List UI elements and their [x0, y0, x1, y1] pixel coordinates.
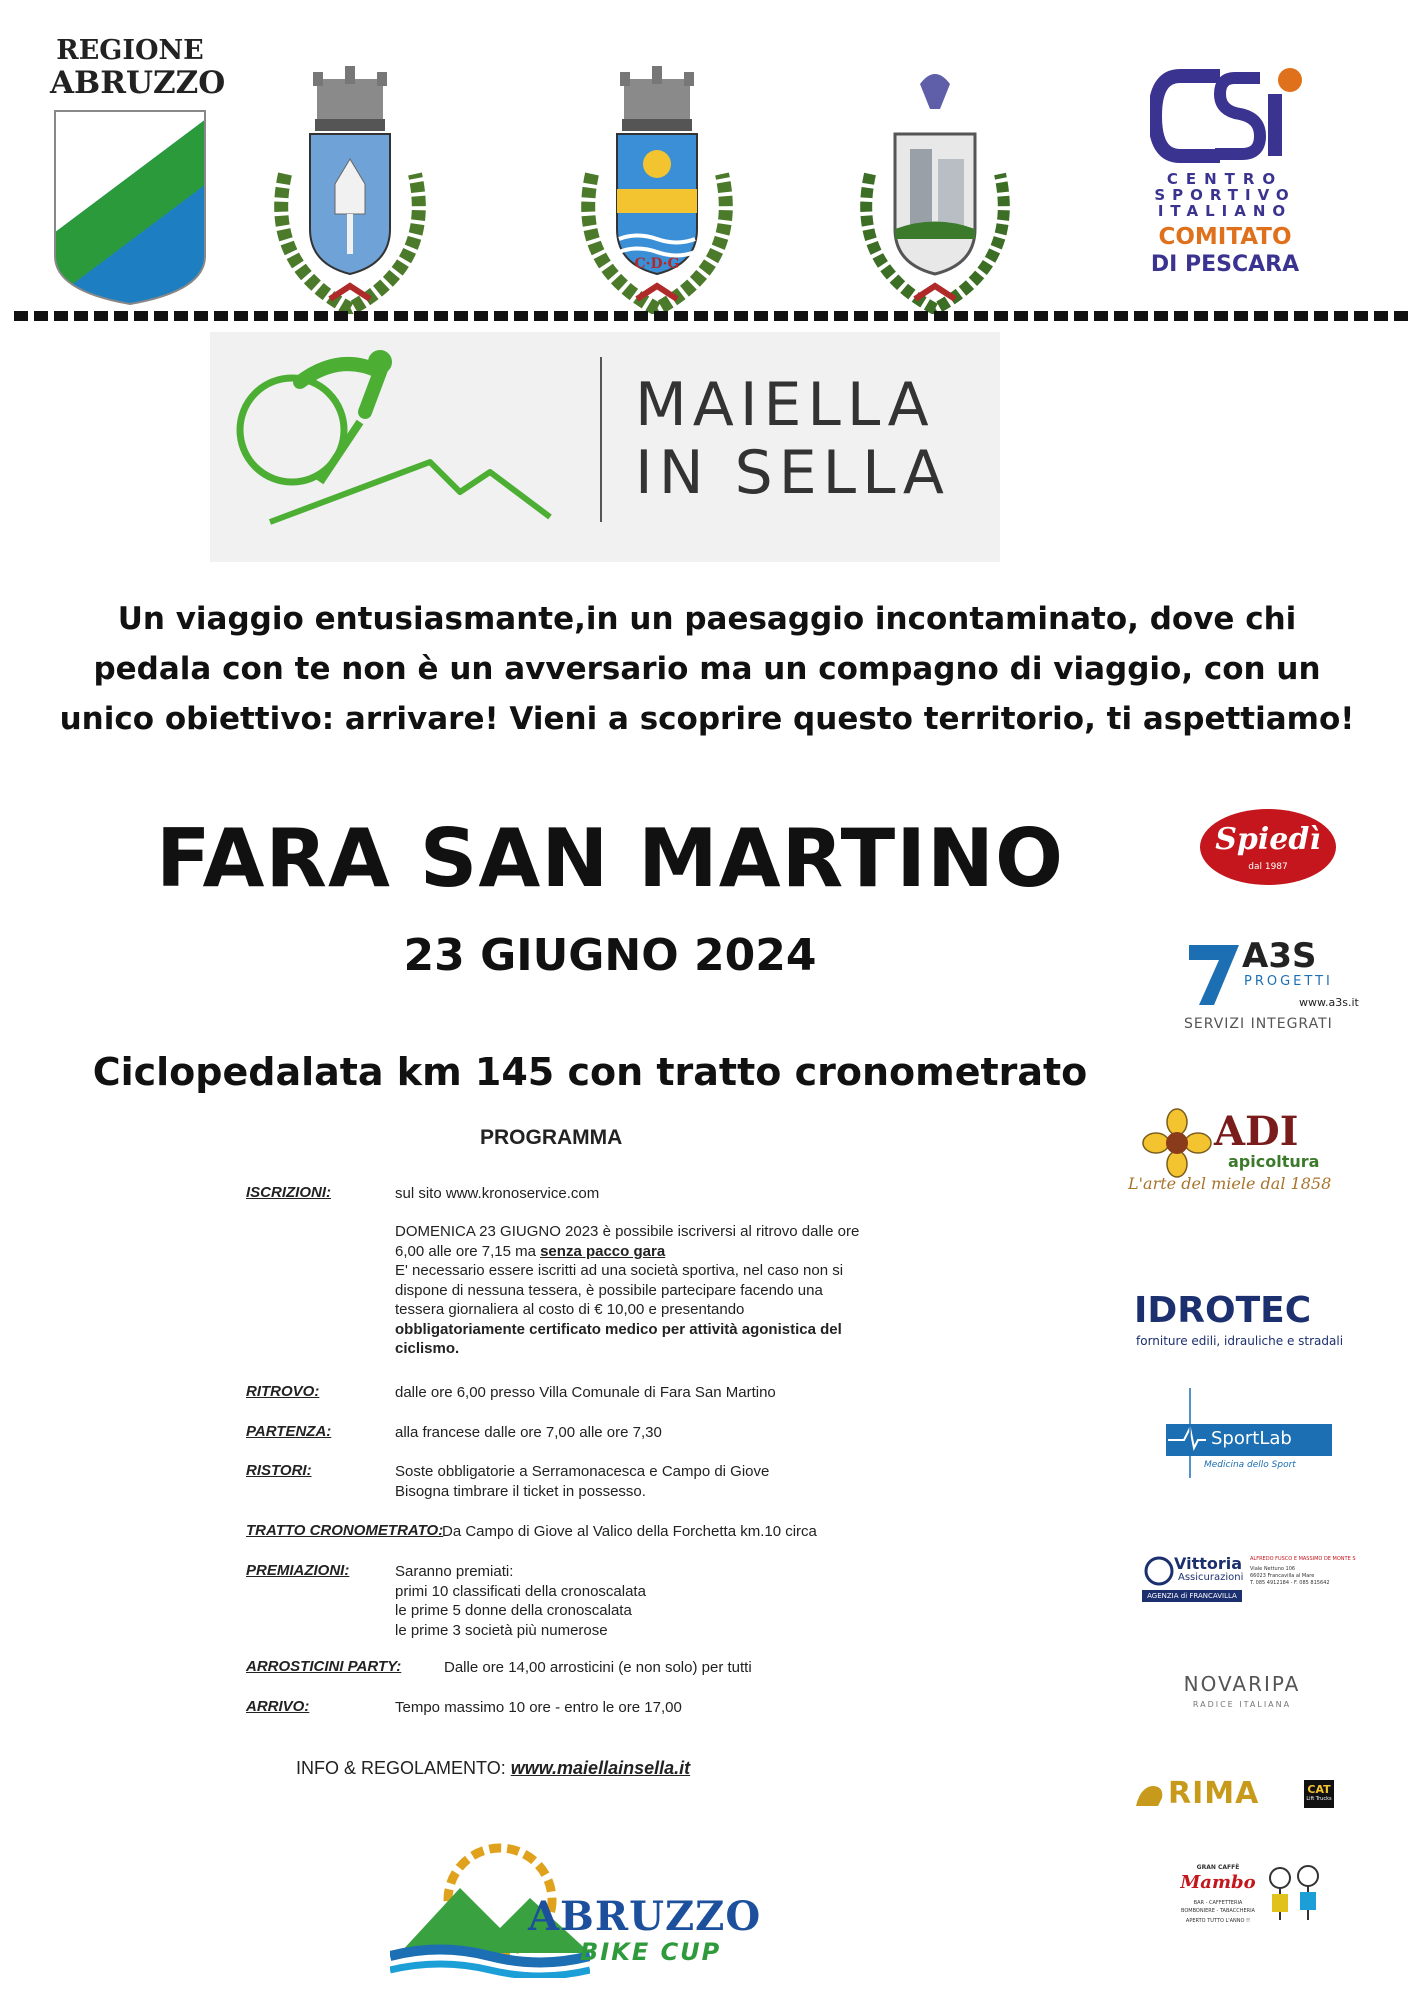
iscrizioni-line-3b: senza pacco gara — [540, 1242, 666, 1260]
csi-line3: ITALIANO — [1157, 202, 1293, 220]
partenza-label: PARTENZA: — [246, 1423, 332, 1440]
premiazioni-line-4: le prime 3 società più numerose — [395, 1621, 608, 1639]
iscrizioni-line-3 — [395, 1242, 859, 1262]
abruzzo-bike-cup-logo — [390, 1838, 770, 1988]
novaripa-tag: RADICE ITALIANA — [1192, 1700, 1292, 1709]
adi-sub: apicoltura — [1228, 1152, 1320, 1171]
cat-name: CAT — [1307, 1783, 1331, 1796]
iscrizioni-text — [395, 1184, 599, 1204]
vittoria-sub: Assicurazioni — [1178, 1572, 1244, 1583]
ristori-line-2: Bisogna timbrare il ticket in possesso. — [395, 1482, 646, 1500]
a3s-tag: SERVIZI INTEGRATI — [1184, 1016, 1333, 1032]
vittoria-addr2: 66023 Francavilla al Mare — [1250, 1573, 1315, 1579]
iscrizioni-label: ISCRIZIONI: — [246, 1184, 331, 1201]
intro-text — [10, 594, 1404, 744]
csi-mark-icon — [1150, 66, 1310, 166]
idrotec-name: IDROTEC — [1134, 1290, 1312, 1331]
ritrovo-text: dalle ore 6,00 presso Villa Comunale di Fara San Martino — [395, 1384, 776, 1401]
sponsor-adi — [1128, 1108, 1338, 1198]
comune-crest-1 — [255, 64, 445, 314]
mambo-line1: BAR - CAFFETTERIA — [1193, 1900, 1243, 1906]
adi-name: ADI — [1214, 1108, 1299, 1155]
regione-label: REGIONE — [56, 35, 204, 66]
comune-crest-2 — [562, 64, 752, 314]
iscrizioni-line-1: sul sito www.kronoservice.com — [395, 1185, 600, 1202]
adi-tag: L'arte del miele dal 1858 — [1128, 1174, 1332, 1193]
lion-icon — [1134, 1780, 1166, 1810]
banner-line2: IN SELLA — [635, 438, 950, 508]
event-title: FARA SAN MARTINO — [156, 812, 1064, 905]
comune-crest-3 — [840, 64, 1030, 314]
premiazioni-line-1: Saranno premiati: — [395, 1563, 514, 1580]
iscrizioni-line-4: E' necessario essere iscritti ad una società sportiva, nel caso non si — [395, 1262, 844, 1279]
csi-line1: CENTRO — [1166, 170, 1284, 188]
ristori-text — [395, 1462, 769, 1501]
csi-logo — [1140, 66, 1310, 296]
abruzzo-label: ABRUZZO — [50, 65, 226, 101]
cartoon-characters-icon — [1260, 1860, 1330, 1940]
csi-line4: COMITATO — [1158, 224, 1292, 250]
mambo-line3: APERTO TUTTO L'ANNO !! — [1185, 1918, 1251, 1924]
csi-line2: SPORTIVO — [1154, 186, 1296, 204]
vittoria-addr1: Viale Nettuno 106 — [1250, 1566, 1296, 1572]
crest-sun-icon — [562, 64, 752, 314]
tratto-label: TRATTO CRONOMETRATO: — [246, 1522, 444, 1539]
cyclist-mountain-icon — [230, 342, 560, 542]
sponsor-sportlab — [1166, 1388, 1336, 1478]
event-subtitle: Ciclopedalata km 145 con tratto cronometrato — [92, 1050, 1088, 1094]
sponsor-vittoria — [1142, 1554, 1364, 1610]
mambo-top: GRAN CAFFÈ — [1196, 1864, 1240, 1871]
intro-line-3: unico obiettivo: arrivare! Vieni a scoprire questo territorio, ti aspettiamo! — [59, 701, 1355, 737]
sportlab-tag: Medicina dello Sport — [1204, 1460, 1296, 1470]
arrosticini-label: ARROSTICINI PARTY: — [246, 1658, 402, 1675]
iscrizioni-details — [395, 1222, 859, 1359]
crest-tower-icon — [840, 64, 1030, 314]
flower-icon — [1142, 1108, 1212, 1178]
premiazioni-line-2: primi 10 classificati della cronoscalata — [395, 1582, 646, 1600]
ristori-label: RISTORI: — [246, 1462, 312, 1479]
iscrizioni-line-3a: 6,00 alle ore 7,15 ma — [395, 1242, 541, 1260]
a3s-name: A3S — [1242, 936, 1317, 976]
regione-shield-icon — [50, 106, 210, 306]
vittoria-name: Vittoria — [1174, 1554, 1243, 1573]
arrivo-text: Tempo massimo 10 ore - entro le ore 17,00 — [395, 1699, 682, 1716]
bike-cup-line2: BIKE CUP — [580, 1938, 722, 1966]
sportlab-name: SportLab — [1211, 1428, 1292, 1449]
arrosticini-text: Dalle ore 14,00 arrosticini (e non solo) per tutti — [444, 1659, 752, 1676]
info-regolamento — [296, 1758, 690, 1779]
ristori-line-1: Soste obbligatorie a Serramonacesca e Campo di Giove — [395, 1463, 770, 1480]
cat-sub: Lift Trucks — [1306, 1796, 1332, 1802]
iscrizioni-line-7: obbligatoriamente certificato medico per attività agonistica del — [395, 1320, 842, 1338]
vittoria-mark-icon — [1144, 1556, 1174, 1586]
crest-monogram: C·D·G — [634, 256, 680, 272]
iscrizioni-line-8: ciclismo. — [395, 1340, 460, 1357]
spiedi-name: Spiedì — [1215, 822, 1321, 857]
arrivo-label: ARRIVO: — [246, 1698, 310, 1715]
sponsor-rima — [1134, 1776, 1356, 1816]
event-date: 23 GIUGNO 2024 — [403, 930, 817, 981]
iscrizioni-line-6: tessera giornaliera al costo di € 10,00 e presentando — [395, 1301, 745, 1318]
vittoria-agency: AGENZIA di FRANCAVILLA — [1142, 1590, 1242, 1602]
spiedi-since: dal 1987 — [1248, 862, 1288, 872]
info-link[interactable]: www.maiellainsella.it — [510, 1758, 691, 1778]
sponsor-mambo — [1178, 1860, 1332, 1946]
premiazioni-line-3: le prime 5 donne della cronoscalata — [395, 1602, 632, 1619]
cat-logo — [1304, 1780, 1334, 1808]
a3s-sub: PROGETTI — [1244, 974, 1333, 989]
premiazioni-text — [395, 1562, 646, 1640]
intro-line-2: pedala con te non è un avversario ma un compagno di viaggio, con un — [93, 651, 1321, 687]
banner-line1: MAIELLA — [635, 370, 935, 440]
mambo-line2: BOMBONIERE - TABACCHERIA — [1181, 1908, 1255, 1914]
sponsor-idrotec — [1134, 1290, 1364, 1350]
vittoria-people: ALFREDO FUSCO E MASSIMO DE MONTE S — [1250, 1556, 1356, 1562]
premiazioni-label: PREMIAZIONI: — [246, 1562, 350, 1579]
csi-line5: DI PESCARA — [1150, 252, 1300, 277]
iscrizioni-line-5: dispone di nessuna tessera, è possibile partecipare facendo una — [395, 1281, 823, 1299]
sponsor-a3s — [1184, 936, 1362, 1040]
a3s-url: www.a3s.it — [1299, 996, 1359, 1009]
info-label: INFO & REGOLAMENTO: — [296, 1758, 511, 1778]
regione-abruzzo-logo — [50, 35, 226, 306]
bike-cup-line1: ABRUZZO — [528, 1893, 762, 1940]
rima-name: RIMA — [1168, 1776, 1260, 1811]
programma-title: PROGRAMMA — [480, 1126, 623, 1149]
idrotec-tag: forniture edili, idrauliche e stradali — [1136, 1334, 1344, 1348]
mambo-name: Mambo — [1180, 1872, 1256, 1893]
sponsor-novaripa — [1162, 1672, 1322, 1712]
partenza-text: alla francese dalle ore 7,00 alle ore 7,30 — [395, 1424, 662, 1441]
vittoria-addr3: T. 085 4912184 - F. 085 815642 — [1250, 1580, 1330, 1586]
header-divider — [14, 311, 1410, 321]
novaripa-name: NOVARIPA — [1183, 1672, 1301, 1696]
a3s-mark-icon — [1184, 940, 1244, 1010]
ritrovo-label: RITROVO: — [246, 1383, 320, 1400]
tratto-text: Da Campo di Giove al Valico della Forchetta km.10 circa — [442, 1523, 817, 1540]
crest-bishop-icon — [255, 64, 445, 314]
banner-separator — [600, 357, 602, 522]
sponsor-spiedi — [1197, 802, 1339, 892]
iscrizioni-line-2: DOMENICA 23 GIUGNO 2023 è possibile iscriversi al ritrovo dalle ore — [395, 1223, 860, 1240]
maiella-in-sella-banner — [210, 332, 1000, 562]
intro-line-1: Un viaggio entusiasmante,in un paesaggio incontaminato, dove chi — [117, 601, 1297, 637]
